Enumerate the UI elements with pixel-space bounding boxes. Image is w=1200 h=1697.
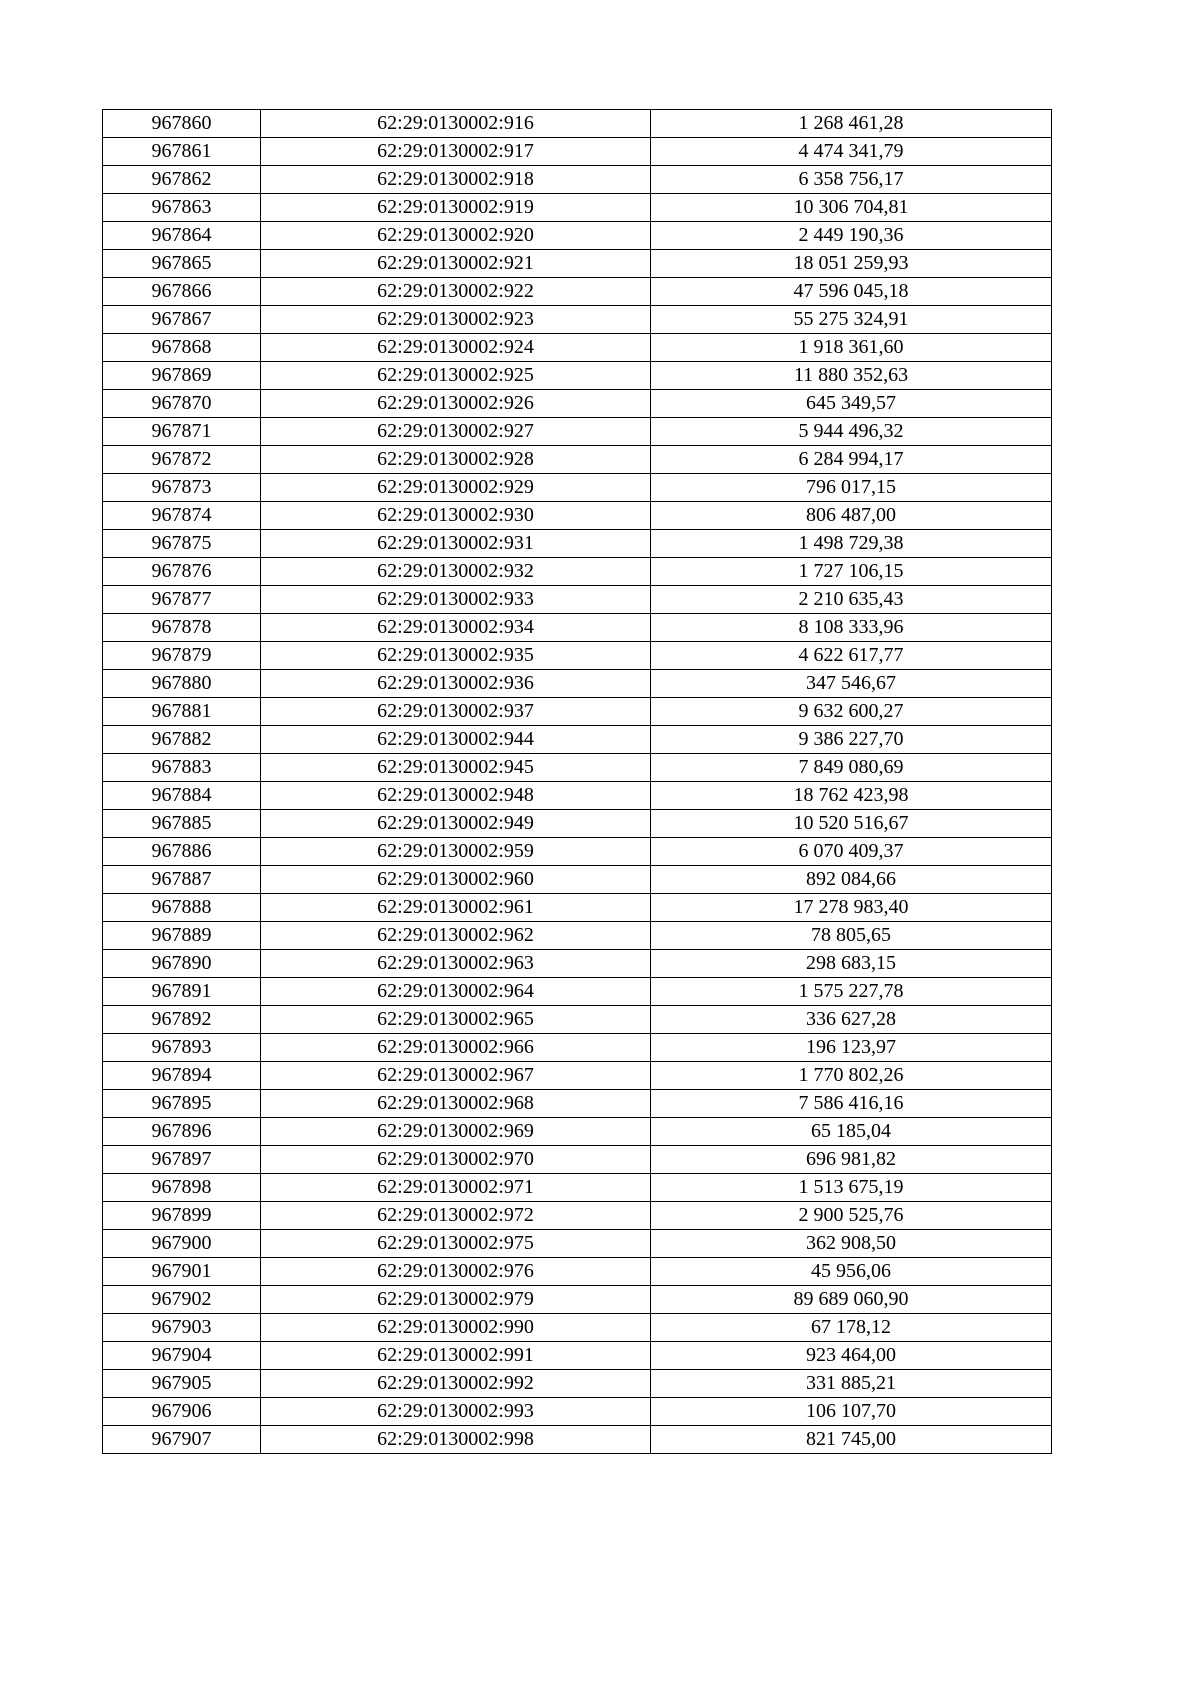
row-number-cell: 967901 [103,1258,261,1286]
table-row [103,922,1052,950]
cadastral-number-cell: 62:29:0130002:968 [261,1090,651,1118]
row-number-cell: 967878 [103,614,261,642]
row-number-cell: 967884 [103,782,261,810]
cadastral-value-cell: 18 051 259,93 [651,250,1052,278]
cadastral-value-cell: 2 449 190,36 [651,222,1052,250]
table-row [103,1034,1052,1062]
row-number-cell: 967875 [103,530,261,558]
cadastral-number-cell: 62:29:0130002:930 [261,502,651,530]
cadastral-value-cell: 89 689 060,90 [651,1286,1052,1314]
cadastral-number-cell: 62:29:0130002:931 [261,530,651,558]
cadastral-value-cell: 9 632 600,27 [651,698,1052,726]
cadastral-number-cell: 62:29:0130002:917 [261,138,651,166]
table-row [103,978,1052,1006]
cadastral-value-cell: 4 474 341,79 [651,138,1052,166]
cadastral-number-cell: 62:29:0130002:916 [261,110,651,138]
row-number-cell: 967866 [103,278,261,306]
cadastral-number-cell: 62:29:0130002:961 [261,894,651,922]
cadastral-number-cell: 62:29:0130002:929 [261,474,651,502]
table-row [103,530,1052,558]
row-number-cell: 967898 [103,1174,261,1202]
row-number-cell: 967905 [103,1370,261,1398]
table-row [103,1118,1052,1146]
cadastral-number-cell: 62:29:0130002:992 [261,1370,651,1398]
table-row [103,1258,1052,1286]
cadastral-value-cell: 696 981,82 [651,1146,1052,1174]
table-row [103,642,1052,670]
cadastral-value-cell: 336 627,28 [651,1006,1052,1034]
table-row [103,1006,1052,1034]
row-number-cell: 967894 [103,1062,261,1090]
row-number-cell: 967871 [103,418,261,446]
table-row [103,1286,1052,1314]
row-number-cell: 967896 [103,1118,261,1146]
table-row [103,138,1052,166]
row-number-cell: 967867 [103,306,261,334]
table-row [103,306,1052,334]
cadastral-number-cell: 62:29:0130002:945 [261,754,651,782]
row-number-cell: 967873 [103,474,261,502]
cadastral-value-cell: 892 084,66 [651,866,1052,894]
cadastral-value-cell: 106 107,70 [651,1398,1052,1426]
cadastral-value-cell: 1 268 461,28 [651,110,1052,138]
cadastral-number-cell: 62:29:0130002:949 [261,810,651,838]
table-row [103,586,1052,614]
row-number-cell: 967906 [103,1398,261,1426]
cadastral-value-cell: 196 123,97 [651,1034,1052,1062]
table-row [103,1230,1052,1258]
cadastral-number-cell: 62:29:0130002:965 [261,1006,651,1034]
table-row [103,614,1052,642]
cadastral-value-cell: 1 918 361,60 [651,334,1052,362]
table-row [103,390,1052,418]
row-number-cell: 967860 [103,110,261,138]
table-row [103,362,1052,390]
cadastral-number-cell: 62:29:0130002:962 [261,922,651,950]
table-row [103,250,1052,278]
cadastral-value-cell: 1 575 227,78 [651,978,1052,1006]
row-number-cell: 967900 [103,1230,261,1258]
table-row [103,810,1052,838]
cadastral-number-cell: 62:29:0130002:979 [261,1286,651,1314]
row-number-cell: 967869 [103,362,261,390]
row-number-cell: 967863 [103,194,261,222]
table-row [103,502,1052,530]
table-row [103,334,1052,362]
cadastral-value-cell: 796 017,15 [651,474,1052,502]
cadastral-number-cell: 62:29:0130002:948 [261,782,651,810]
row-number-cell: 967876 [103,558,261,586]
cadastral-value-cell: 10 520 516,67 [651,810,1052,838]
cadastral-number-cell: 62:29:0130002:971 [261,1174,651,1202]
row-number-cell: 967888 [103,894,261,922]
cadastral-number-cell: 62:29:0130002:936 [261,670,651,698]
cadastral-number-cell: 62:29:0130002:926 [261,390,651,418]
cadastral-number-cell: 62:29:0130002:967 [261,1062,651,1090]
cadastral-value-cell: 8 108 333,96 [651,614,1052,642]
cadastral-number-cell: 62:29:0130002:935 [261,642,651,670]
cadastral-value-cell: 1 727 106,15 [651,558,1052,586]
table-row [103,670,1052,698]
table-row [103,1146,1052,1174]
cadastral-value-cell: 55 275 324,91 [651,306,1052,334]
row-number-cell: 967890 [103,950,261,978]
row-number-cell: 967887 [103,866,261,894]
cadastral-value-cell: 45 956,06 [651,1258,1052,1286]
table-row [103,446,1052,474]
cadastral-value-cell: 298 683,15 [651,950,1052,978]
cadastral-number-cell: 62:29:0130002:919 [261,194,651,222]
cadastral-number-cell: 62:29:0130002:928 [261,446,651,474]
cadastral-number-cell: 62:29:0130002:969 [261,1118,651,1146]
cadastral-number-cell: 62:29:0130002:991 [261,1342,651,1370]
cadastral-number-cell: 62:29:0130002:975 [261,1230,651,1258]
cadastral-value-cell: 645 349,57 [651,390,1052,418]
cadastral-value-cell: 331 885,21 [651,1370,1052,1398]
row-number-cell: 967904 [103,1342,261,1370]
cadastral-value-cell: 7 849 080,69 [651,754,1052,782]
cadastral-number-cell: 62:29:0130002:923 [261,306,651,334]
table-row [103,754,1052,782]
row-number-cell: 967895 [103,1090,261,1118]
table-row [103,558,1052,586]
table-row [103,1314,1052,1342]
cadastral-value-cell: 6 284 994,17 [651,446,1052,474]
cadastral-value-cell: 5 944 496,32 [651,418,1052,446]
cadastral-value-cell: 923 464,00 [651,1342,1052,1370]
cadastral-number-cell: 62:29:0130002:922 [261,278,651,306]
cadastral-value-cell: 362 908,50 [651,1230,1052,1258]
table-row [103,1174,1052,1202]
cadastral-value-cell: 806 487,00 [651,502,1052,530]
cadastral-value-cell: 17 278 983,40 [651,894,1052,922]
cadastral-number-cell: 62:29:0130002:920 [261,222,651,250]
cadastral-value-cell: 6 070 409,37 [651,838,1052,866]
table-row [103,698,1052,726]
table-row [103,418,1052,446]
row-number-cell: 967865 [103,250,261,278]
cadastral-value-cell: 11 880 352,63 [651,362,1052,390]
table-row [103,950,1052,978]
table-row [103,726,1052,754]
cadastral-number-cell: 62:29:0130002:934 [261,614,651,642]
cadastral-value-cell: 347 546,67 [651,670,1052,698]
row-number-cell: 967903 [103,1314,261,1342]
row-number-cell: 967893 [103,1034,261,1062]
cadastral-value-cell: 1 513 675,19 [651,1174,1052,1202]
cadastral-value-cell: 4 622 617,77 [651,642,1052,670]
cadastral-number-cell: 62:29:0130002:959 [261,838,651,866]
row-number-cell: 967907 [103,1426,261,1454]
cadastral-number-cell: 62:29:0130002:993 [261,1398,651,1426]
table-row [103,782,1052,810]
row-number-cell: 967880 [103,670,261,698]
cadastral-number-cell: 62:29:0130002:960 [261,866,651,894]
cadastral-number-cell: 62:29:0130002:918 [261,166,651,194]
table-row [103,894,1052,922]
table-row [103,194,1052,222]
cadastral-number-cell: 62:29:0130002:990 [261,1314,651,1342]
table-row [103,1370,1052,1398]
table-row [103,1398,1052,1426]
row-number-cell: 967886 [103,838,261,866]
cadastral-value-cell: 2 210 635,43 [651,586,1052,614]
row-number-cell: 967891 [103,978,261,1006]
row-number-cell: 967868 [103,334,261,362]
cadastral-number-cell: 62:29:0130002:933 [261,586,651,614]
row-number-cell: 967881 [103,698,261,726]
cadastral-number-cell: 62:29:0130002:924 [261,334,651,362]
row-number-cell: 967882 [103,726,261,754]
cadastral-value-cell: 65 185,04 [651,1118,1052,1146]
row-number-cell: 967874 [103,502,261,530]
cadastral-number-cell: 62:29:0130002:927 [261,418,651,446]
table-row [103,1202,1052,1230]
table-row [103,838,1052,866]
cadastral-number-cell: 62:29:0130002:937 [261,698,651,726]
cadastral-value-cell: 67 178,12 [651,1314,1052,1342]
row-number-cell: 967872 [103,446,261,474]
cadastral-value-cell: 18 762 423,98 [651,782,1052,810]
row-number-cell: 967902 [103,1286,261,1314]
table-row [103,110,1052,138]
table-row [103,222,1052,250]
cadastral-number-cell: 62:29:0130002:921 [261,250,651,278]
table-row [103,166,1052,194]
cadastral-value-cell: 78 805,65 [651,922,1052,950]
table-row [103,1342,1052,1370]
row-number-cell: 967889 [103,922,261,950]
cadastral-value-cell: 7 586 416,16 [651,1090,1052,1118]
cadastral-number-cell: 62:29:0130002:925 [261,362,651,390]
cadastral-value-cell: 6 358 756,17 [651,166,1052,194]
row-number-cell: 967870 [103,390,261,418]
cadastral-value-cell: 9 386 227,70 [651,726,1052,754]
cadastral-number-cell: 62:29:0130002:932 [261,558,651,586]
row-number-cell: 967864 [103,222,261,250]
table-row [103,1062,1052,1090]
cadastral-number-cell: 62:29:0130002:972 [261,1202,651,1230]
cadastral-number-cell: 62:29:0130002:998 [261,1426,651,1454]
row-number-cell: 967897 [103,1146,261,1174]
table-row [103,474,1052,502]
cadastral-value-cell: 10 306 704,81 [651,194,1052,222]
cadastral-value-cell: 1 498 729,38 [651,530,1052,558]
cadastral-value-cell: 821 745,00 [651,1426,1052,1454]
cadastral-value-cell: 2 900 525,76 [651,1202,1052,1230]
table-row [103,1426,1052,1454]
cadastral-number-cell: 62:29:0130002:964 [261,978,651,1006]
row-number-cell: 967892 [103,1006,261,1034]
row-number-cell: 967877 [103,586,261,614]
row-number-cell: 967883 [103,754,261,782]
row-number-cell: 967899 [103,1202,261,1230]
table-row [103,278,1052,306]
cadastral-number-cell: 62:29:0130002:963 [261,950,651,978]
row-number-cell: 967861 [103,138,261,166]
cadastral-value-cell: 47 596 045,18 [651,278,1052,306]
cadastral-number-cell: 62:29:0130002:944 [261,726,651,754]
row-number-cell: 967862 [103,166,261,194]
cadastral-number-cell: 62:29:0130002:976 [261,1258,651,1286]
cadastral-value-table [102,109,1052,1454]
table-row [103,1090,1052,1118]
cadastral-number-cell: 62:29:0130002:966 [261,1034,651,1062]
table-body [103,110,1052,1454]
cadastral-value-cell: 1 770 802,26 [651,1062,1052,1090]
table-row [103,866,1052,894]
row-number-cell: 967885 [103,810,261,838]
cadastral-number-cell: 62:29:0130002:970 [261,1146,651,1174]
row-number-cell: 967879 [103,642,261,670]
